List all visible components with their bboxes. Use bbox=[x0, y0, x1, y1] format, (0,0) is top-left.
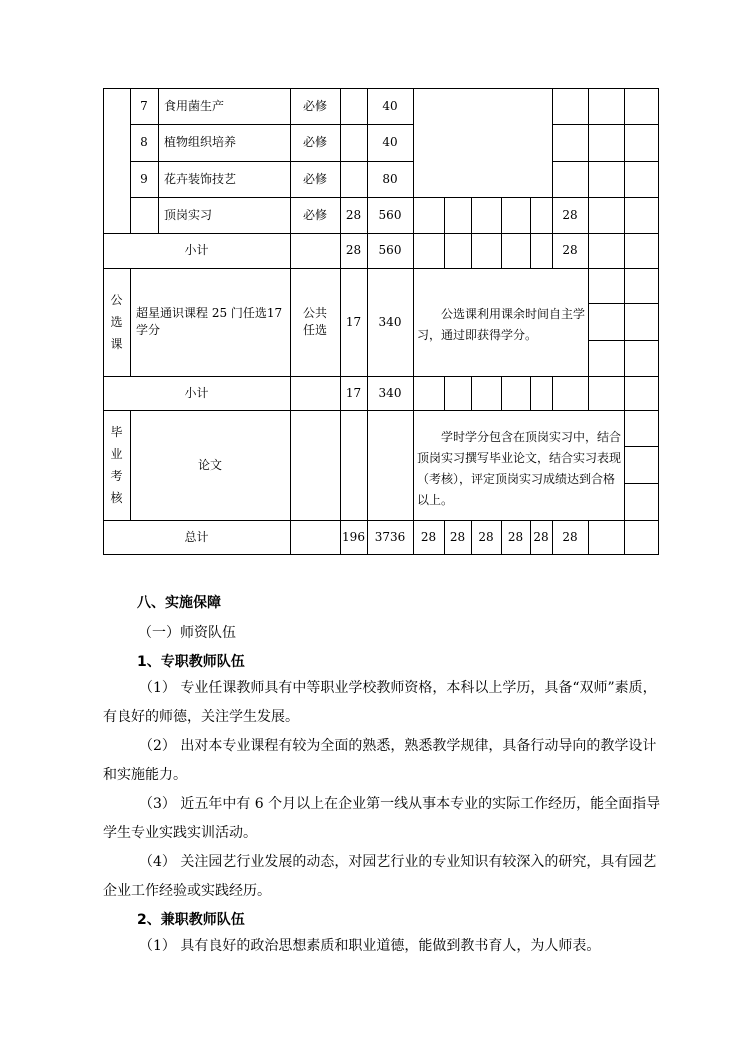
total-semester: 28 bbox=[562, 529, 578, 544]
paragraph: （2） 出对本专业课程有较为全面的熟悉，熟悉教学规律，具备行动导向的教学设计和实施能力。 bbox=[103, 738, 657, 783]
course-hours: 40 bbox=[382, 98, 398, 113]
course-hours: 80 bbox=[382, 171, 398, 186]
course-hours: 40 bbox=[382, 135, 398, 149]
parttime-heading: 2、兼职教师队伍 bbox=[137, 912, 245, 928]
course-name: 食用菌生产 bbox=[164, 98, 225, 113]
course-type: 必修 bbox=[302, 207, 327, 222]
subtotal-hours: 340 bbox=[378, 385, 402, 400]
subtotal-hours: 560 bbox=[378, 243, 402, 257]
graduation-note: 学时学分包含在顶岗实习中，结合顶岗实习撰写毕业论文，结合实习表现（考核），评定顶岗实习成绩达到合格以上。 bbox=[417, 430, 622, 507]
paragraph: （4） 关注园艺行业发展的动态，对园艺行业的专业知识有较深入的研究，具有园艺企业工作经验或实践经历。 bbox=[103, 854, 657, 899]
total-semester: 28 bbox=[478, 529, 494, 544]
course-type: 必修 bbox=[302, 98, 327, 113]
semester-hours: 28 bbox=[562, 207, 578, 222]
subtotal-semester: 28 bbox=[562, 243, 578, 257]
elective-name: 超星通识课程 25 门任选17学分 bbox=[136, 306, 283, 337]
elective-note: 公选课利用课余时间自主学习，通过即获得学分。 bbox=[417, 307, 586, 342]
total-semester: 28 bbox=[449, 529, 466, 544]
section-heading: 八、实施保障 bbox=[137, 595, 221, 611]
course-credits: 28 bbox=[345, 207, 362, 222]
subtotal-credits: 28 bbox=[345, 243, 362, 257]
row-num: 9 bbox=[140, 171, 148, 186]
subtotal-credits: 17 bbox=[345, 385, 362, 400]
row-num: 8 bbox=[140, 135, 148, 149]
paragraph: （1） 专业任课教师具有中等职业学校教师资格，本科以上学历，具备“双师”素质，有良好的师德，关注学生发展。 bbox=[103, 680, 657, 725]
sub-heading: （一）师资队伍 bbox=[138, 625, 236, 641]
curriculum-table bbox=[103, 88, 659, 555]
course-name: 花卉装饰技艺 bbox=[164, 171, 237, 186]
subtotal-label: 小计 bbox=[184, 385, 209, 400]
total-semester: 28 bbox=[507, 529, 524, 544]
paragraph: （1） 具有良好的政治思想素质和职业道德，能做到教书育人，为人师表。 bbox=[139, 938, 601, 954]
elective-category: 公选课 bbox=[110, 293, 123, 351]
subtotal-label: 小计 bbox=[184, 243, 209, 257]
course-type: 必修 bbox=[302, 171, 327, 186]
total-semester: 28 bbox=[420, 529, 437, 544]
total-label: 总计 bbox=[184, 529, 209, 544]
paragraph: （3） 近五年中有 6 个月以上在企业第一线从事本专业的实际工作经历，能全面指导学生专业实践实训活动。 bbox=[103, 796, 661, 841]
total-semester: 28 bbox=[533, 529, 549, 544]
fulltime-heading: 1、专职教师队伍 bbox=[137, 654, 245, 670]
graduation-name: 论文 bbox=[197, 457, 222, 472]
course-type: 必修 bbox=[302, 135, 327, 149]
elective-credits: 17 bbox=[345, 314, 362, 329]
course-name: 顶岗实习 bbox=[164, 207, 213, 222]
elective-hours: 340 bbox=[378, 314, 402, 329]
elective-type: 公共任选 bbox=[302, 306, 327, 337]
total-credits: 196 bbox=[342, 529, 365, 544]
graduation-category: 毕业考核 bbox=[110, 425, 123, 505]
total-hours: 3736 bbox=[374, 529, 406, 544]
row-num: 7 bbox=[140, 98, 148, 113]
course-name: 植物组织培养 bbox=[164, 135, 237, 149]
course-hours: 560 bbox=[378, 207, 402, 222]
